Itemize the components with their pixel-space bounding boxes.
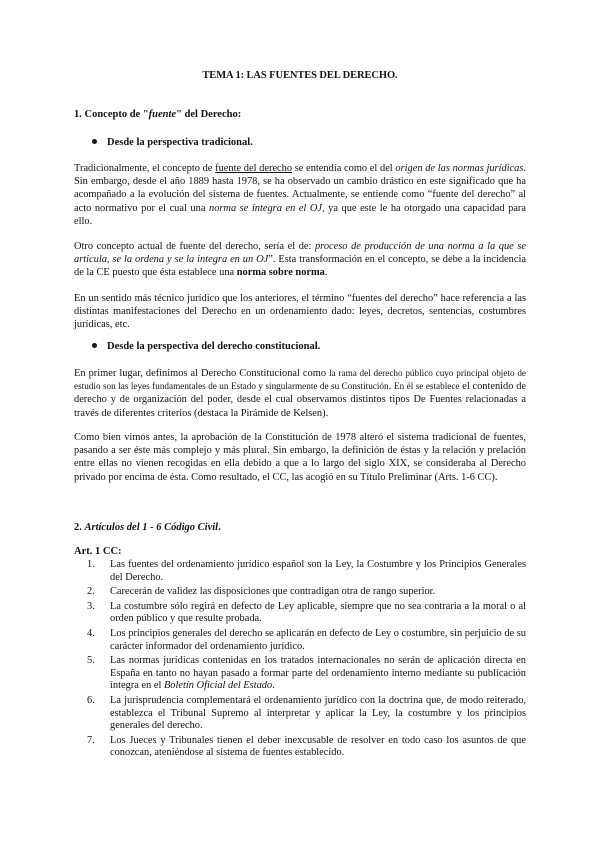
list-text: Las fuentes del ordenamiento jurídico español son la Ley, la Costumbre y los Principios Generales del Derecho. <box>110 559 526 583</box>
paragraph-1 <box>74 162 526 228</box>
p1-a: Tradicionalmente, el concepto de <box>74 163 216 174</box>
section-1-heading-post: " del Derecho: <box>176 109 242 120</box>
p1-b: se entendía como el del <box>292 163 396 174</box>
paragraph-5: Como bien vimos antes, la aprobación de la Constitución de 1978 alteró el sistema tradicional de fuentes, pasando a ser éste más complejo y más plural. Sin embargo, la definición de éstas y la relación y prelación entre ellas no vienen recogidas en ella debido a que a lo largo del siglo XIX, se consideraba al Derecho privado por encima de ésta. Como resultado, el CC, las acogió en su Título Preliminar (Arts. 1-6 CC). <box>74 432 526 483</box>
bullet-icon <box>92 139 97 144</box>
p1-italic: origen de las normas jurídicas <box>395 163 524 174</box>
page-title: TEMA 1: LAS FUENTES DEL DERECHO. <box>202 70 398 81</box>
list-number: 3. <box>87 600 95 612</box>
section-2-heading-em: Artículos del 1 - 6 Código Civil <box>84 522 219 533</box>
p4-b: . <box>388 381 394 393</box>
p2-b: ”. Esta transformación en el concepto, se debe a la incidencia de la CE puesto que ésta establece una <box>74 254 526 279</box>
list-text: La jurisprudencia complementará el ordenamiento jurídico con la doctrina que, de modo reiterado, establezca el Tribunal Supremo al interpretar y aplicar la Ley, la costumbre y los principios generales del derecho. <box>110 694 526 732</box>
p2-a: Otro concepto actual de fuente del derecho, sería el de: <box>74 241 315 252</box>
list-text: Las normas jurídicas contenidas en los tratados internacionales no serán de aplicación directa en España en tanto no hayan pasado a formar parte del ordenamiento interno mediante su publicación íntegra en el <box>110 655 526 692</box>
list-item <box>74 695 526 733</box>
section-2-heading-post: . <box>218 522 221 533</box>
list-item <box>74 655 526 693</box>
p4-small: la rama del derecho público cuyo principal objeto de estudio son las leyes fundamentales de un Estado y singularmente de su Constitución <box>74 368 526 392</box>
list-text: Los Jueces y Tribunales tienen el deber inexcusable de resolver en todo caso los asuntos de que conozcan, ateniéndose al sistema de fuentes establecido. <box>110 734 526 759</box>
p2-c: . <box>324 267 328 279</box>
list-item <box>74 628 526 653</box>
list-number: 5. <box>87 655 95 667</box>
bullet-traditional-text: Desde la perspectiva tradicional. <box>107 137 253 148</box>
p1-d: , ya que este le ha otorgado una capacidad para ello. <box>74 202 526 227</box>
p4-a: En primer lugar, definimos al Derecho Constitucional como <box>74 368 330 379</box>
section-1-heading-pre: 1. Concepto de " <box>74 109 149 120</box>
p4-c: el contenido de derecho y de organización del poder, desde el cual observamos distintos tipos De Fuentes relacionadas a través de diferentes criterios (destaca la Pirámide de Kelsen). <box>74 381 527 419</box>
paragraph-3: En un sentido más técnico jurídico que los anteriores, el término “fuentes del derecho” hace referencia a las distintas manifestaciones del Derecho en un ordenamiento dado: leyes, decretos, sentencias, costumbres jurídicas, etc. <box>74 293 526 331</box>
bullet-icon <box>92 343 97 348</box>
bullet-traditional <box>92 137 253 148</box>
bullet-constitutional-text: Desde la perspectiva del derecho constitucional. <box>107 341 321 352</box>
list-text-italic: Boletín Oficial del Estado <box>163 680 273 692</box>
p2-bold: norma sobre norma <box>236 267 325 279</box>
section-2-heading-pre: 2. <box>74 522 85 533</box>
list-text-end: . <box>272 680 275 692</box>
list-number: 1. <box>87 559 95 570</box>
list-item <box>74 601 526 626</box>
list-number: 6. <box>87 694 95 706</box>
list-item <box>74 586 526 599</box>
list-number: 2. <box>87 586 95 598</box>
paragraph-2 <box>74 240 526 280</box>
list-number: 4. <box>87 627 95 639</box>
bullet-constitutional <box>92 341 320 352</box>
list-text: La costumbre sólo regirá en defecto de Ley aplicable, siempre que no sea contraria a la moral o al orden público y que resulte probada. <box>110 600 526 625</box>
p4-small-2: En él se establece <box>393 381 460 392</box>
list-item <box>74 735 526 760</box>
paragraph-4 <box>74 367 526 420</box>
list-text: Carecerán de validez las disposiciones que contradigan otra de rango superior. <box>110 586 436 598</box>
section-2-heading <box>74 522 221 533</box>
list-item <box>74 559 526 584</box>
p2-italic: proceso de producción de una norma a la que se articula, se la ordena y se la integra en un OJ <box>74 241 526 266</box>
p1-c: . Sin embargo, desde el año 1889 hasta 1978, se ha observado un cambio drástico en este significado que ha acompañado a la evolución del sistema de fuentes. Actualmente, se entiende como “fuente del derecho” al acto normativo por el cual una <box>74 163 527 214</box>
list-number: 7. <box>87 734 95 746</box>
section-1-heading-em: fuente <box>148 109 177 120</box>
section-1-heading <box>74 109 241 120</box>
article-1-heading: Art. 1 CC: <box>74 546 122 557</box>
list-text: Los principios generales del derecho se aplicarán en defecto de Ley o costumbre, sin perjuicio de su carácter informador del ordenamiento jurídico. <box>110 627 526 652</box>
article-1-list <box>74 559 526 762</box>
p1-italic-2: norma se integra en el OJ <box>209 202 322 214</box>
p1-underline: fuente del derecho <box>215 163 293 174</box>
